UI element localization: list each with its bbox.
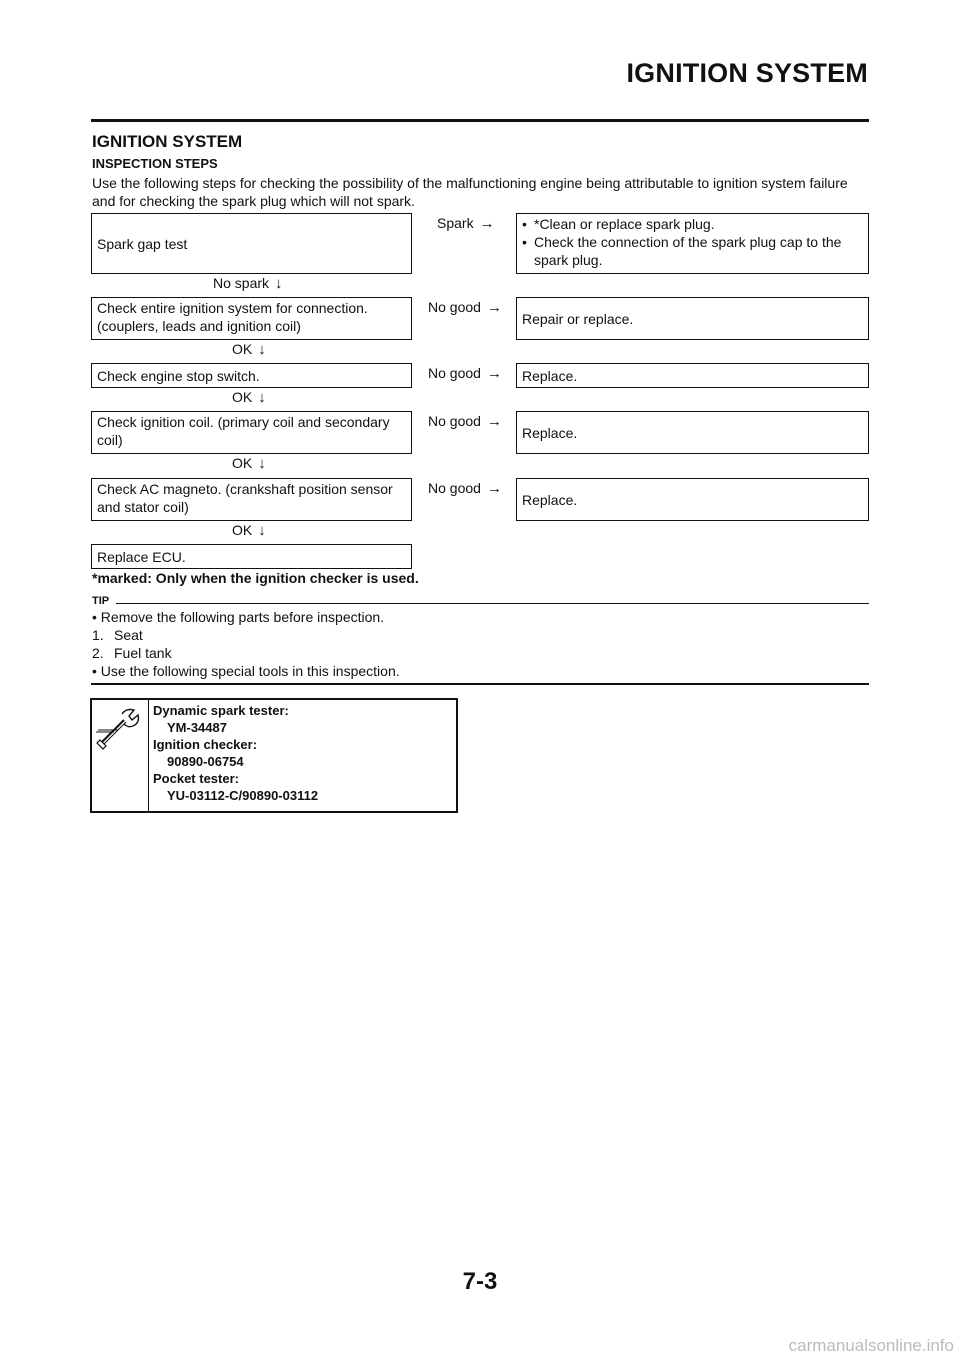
action-bullet: • *Clean or replace spark plug. [522,215,863,233]
flow-down-ok: OK ↓ [232,341,266,358]
arrow-down-icon: ↓ [258,389,266,406]
tip-list-item: 1. Seat [92,627,143,643]
tip-list-item: 2. Fuel tank [92,645,172,661]
action-bullet-list [522,215,863,269]
tool-name: Ignition checker: [153,737,258,752]
tool-code: 90890-06754 [167,754,244,769]
tool-name: Dynamic spark tester: [153,703,289,718]
arrow-right-icon: → [479,215,495,232]
flow-result-no-good: No good → [428,299,502,316]
tool-name: Pocket tester: [153,771,239,786]
arrow-down-icon: ↓ [275,275,283,292]
arrow-right-icon: → [486,413,502,430]
flow-result-no-good: No good → [428,413,502,430]
tip-end-rule [91,683,869,685]
marked-note: *marked: Only when the ignition checker is used. [92,570,419,586]
flow-down-no-spark: No spark ↓ [213,275,283,292]
intro-paragraph: Use the following steps for checking the possibility of the malfunctioning engine being attributable to ignition system failure and for checking the spark plug which will not spark. [92,175,848,209]
arrow-down-icon: ↓ [258,522,266,539]
flow-action-repair: Repair or replace. [516,297,869,340]
arrow-right-icon: → [486,299,502,316]
tool-code: YU-03112-C/90890-03112 [167,788,319,803]
flow-result-no-good: No good → [428,480,502,497]
flow-step-check-connection: Check entire ignition system for connection. (couplers, leads and ignition coil) [91,297,412,340]
flow-down-ok: OK ↓ [232,389,266,406]
tools-icon-cell [92,700,149,811]
tip-label: TIP [92,595,110,607]
flow-step-ac-magneto: Check AC magneto. (crankshaft position sensor and stator coil) [91,478,412,521]
page-number: 7-3 [462,1268,498,1295]
arrow-down-icon: ↓ [258,455,266,472]
flow-result-no-good: No good → [428,365,502,382]
flow-action-spark-plug [516,213,869,274]
action-bullet: • Check the connection of the spark plug cap to the spark plug. [522,233,863,269]
flow-action-replace: Replace. [516,478,869,521]
arrow-right-icon: → [486,365,502,382]
page-header-title: IGNITION SYSTEM [626,58,868,88]
arrow-right-icon: → [486,480,502,497]
flow-step-ignition-coil: Check ignition coil. (primary coil and secondary coil) [91,411,412,454]
wrench-tool-icon [92,700,148,760]
section-subtitle: INSPECTION STEPS [92,156,218,171]
flow-down-ok: OK ↓ [232,522,266,539]
tip-bullet: • Use the following special tools in this inspection. [92,663,400,679]
flow-result-spark: Spark → [437,215,495,232]
flow-step-spark-gap-test: Spark gap test [91,213,412,274]
watermark-text: carmanualsonline.info [788,1336,954,1355]
section-title: IGNITION SYSTEM [92,132,243,151]
tip-bullet: • Remove the following parts before inspection. [92,609,385,625]
flow-action-replace: Replace. [516,363,869,388]
flow-action-replace: Replace. [516,411,869,454]
header-rule [91,119,869,122]
flow-step-engine-stop-switch: Check engine stop switch. [91,363,412,388]
arrow-down-icon: ↓ [258,341,266,358]
tip-body [92,608,872,680]
special-tools-box [90,698,458,813]
flow-down-ok: OK ↓ [232,455,266,472]
tools-list [153,702,318,804]
tip-rule [116,603,869,604]
flow-step-replace-ecu: Replace ECU. [91,544,412,569]
tool-code: YM-34487 [167,720,227,735]
